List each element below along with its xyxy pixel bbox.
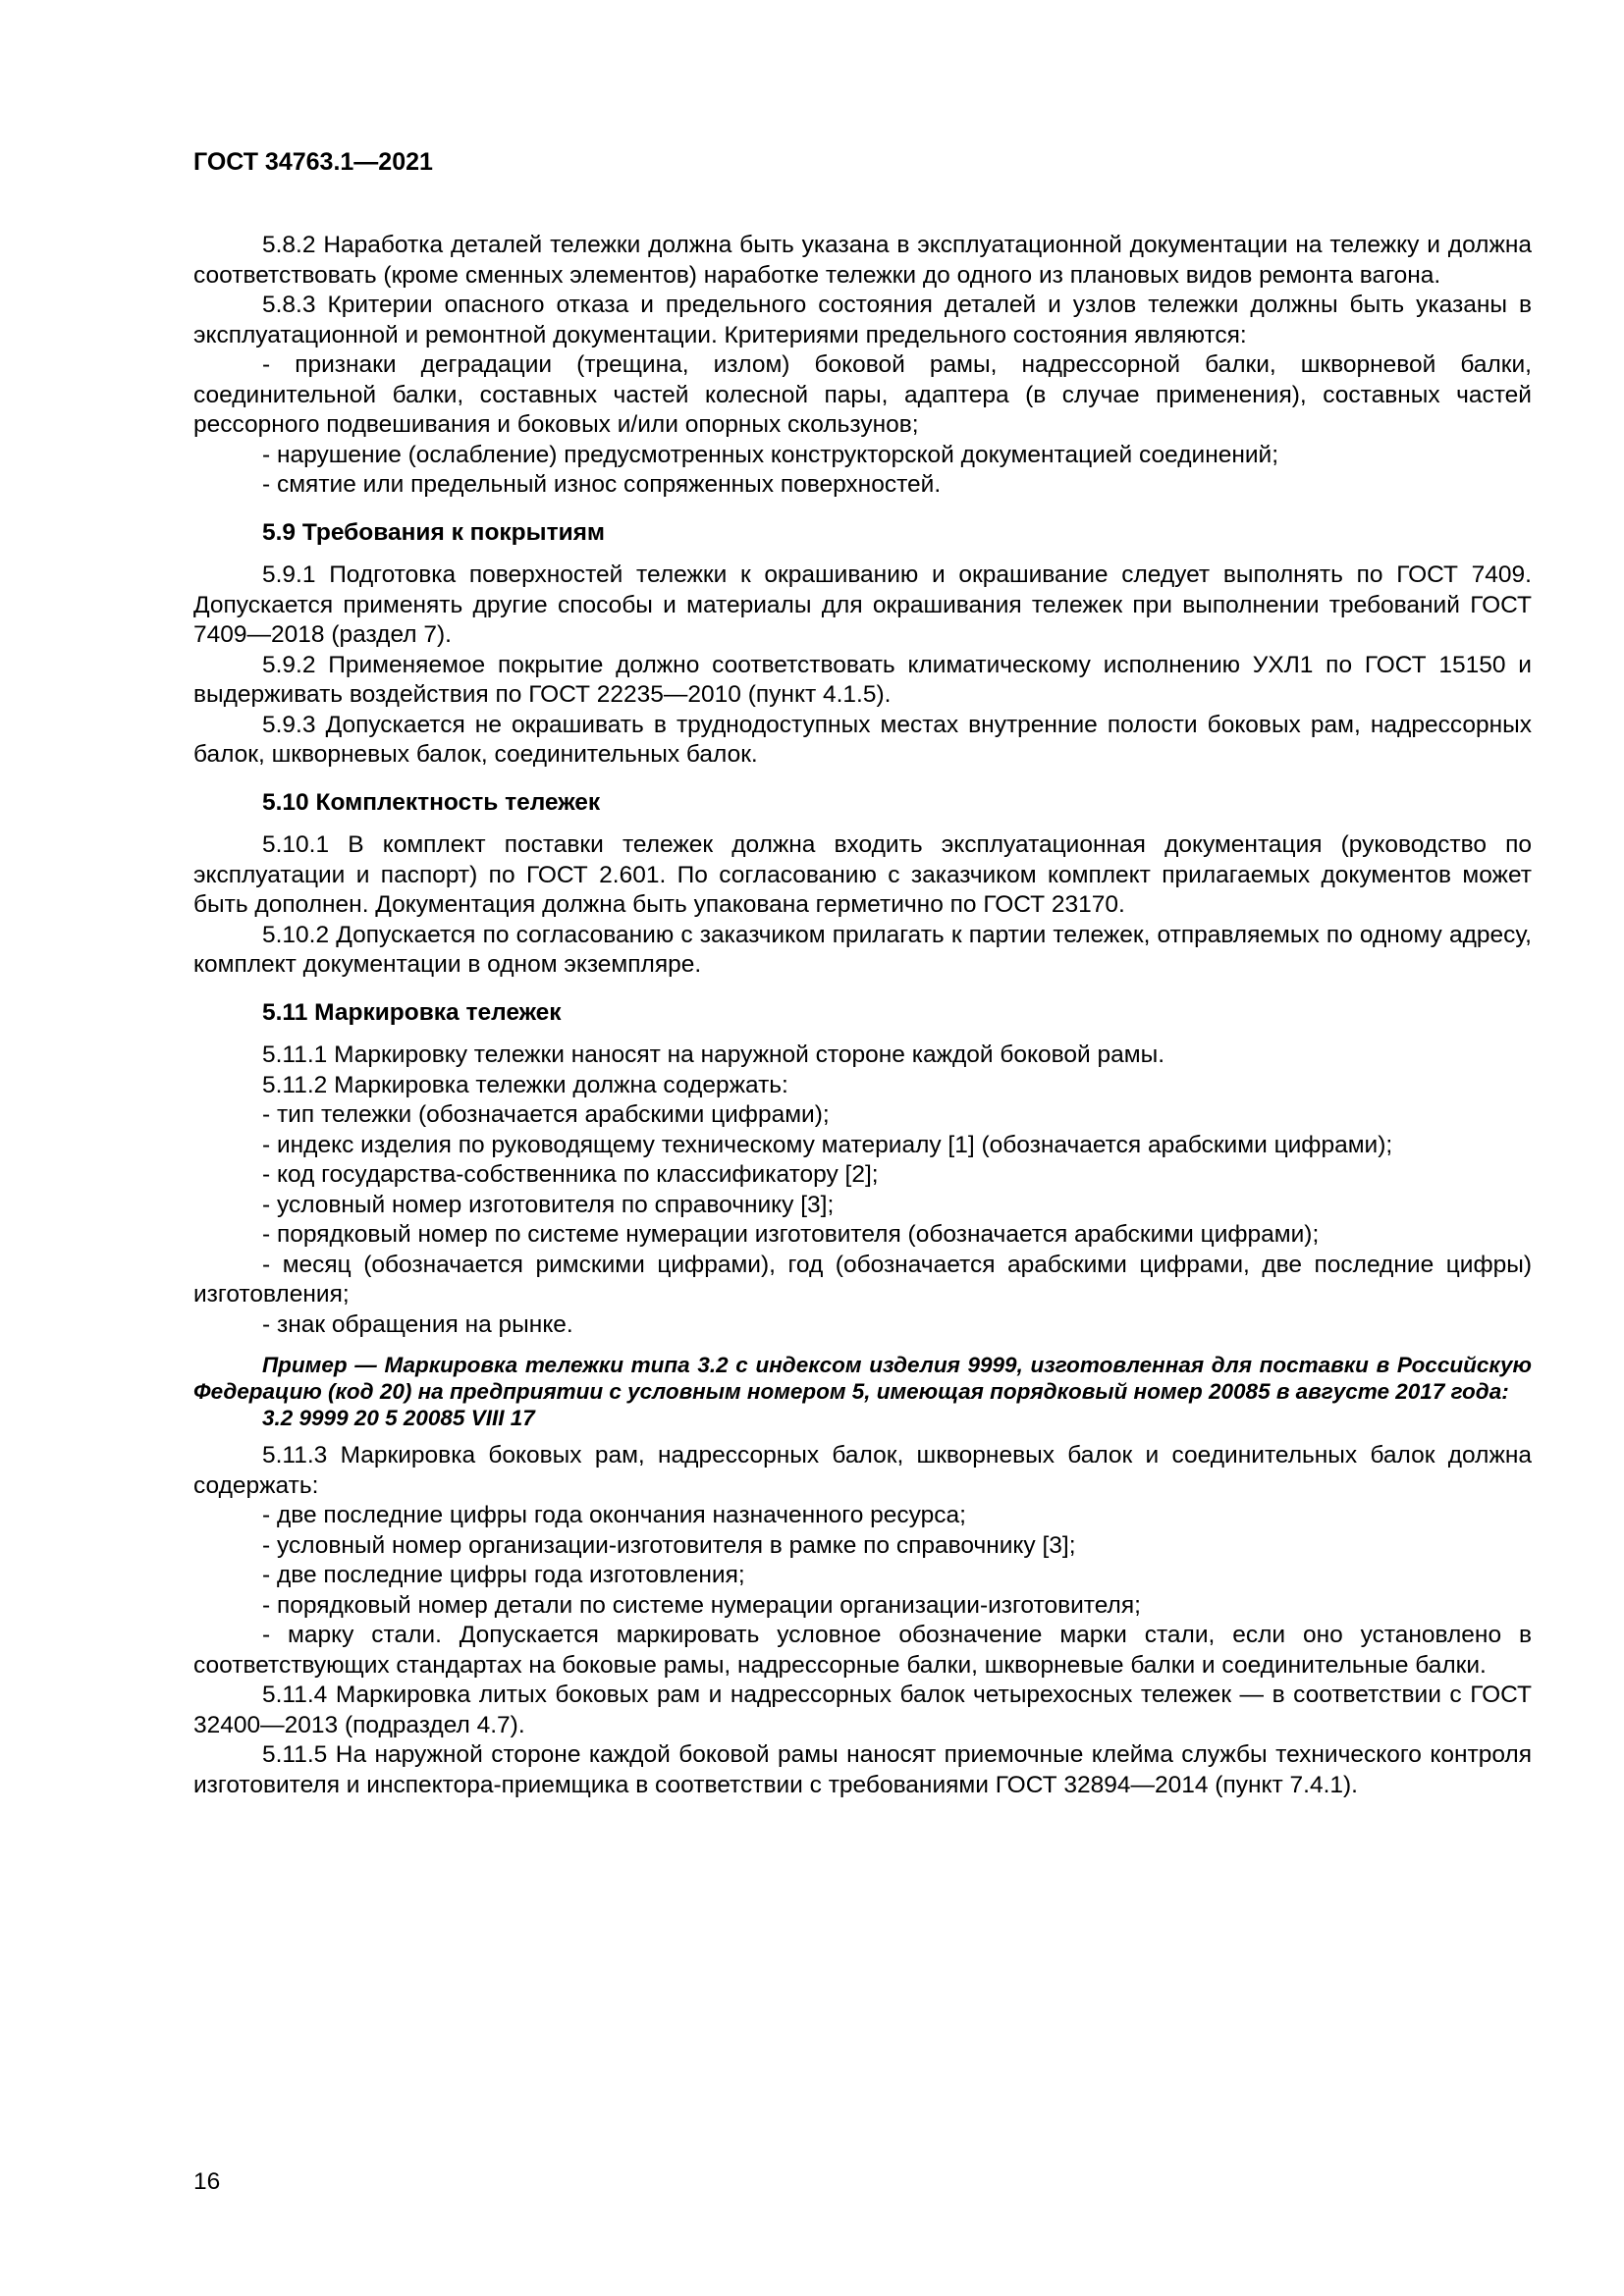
- paragraph: 5.9.3 Допускается не окрашивать в труднодоступных местах внутренние полости боковых рам, надрессорных балок, шкворневых балок, соединительных балок.: [193, 711, 1532, 768]
- example-text: Пример — Маркировка тележки типа 3.2 с индексом изделия 9999, изготовленная для поставки в Российскую Федерацию (код 20) на предприятии с условным номером 5, имеющая порядковый номер 20085 в августе 2017 года:: [193, 1353, 1532, 1404]
- paragraph: 5.8.3 Критерии опасного отказа и предельного состояния деталей и узлов тележки должны быть указаны в эксплуатационной и ремонтной документации. Критериями предельного состояния являются:: [193, 292, 1532, 348]
- paragraph: 5.11.2 Маркировка тележки должна содержать:: [262, 1071, 788, 1098]
- list-item: - индекс изделия по руководящему техническому материалу [1] (обозначается арабскими цифрами);: [262, 1131, 1393, 1158]
- paragraph: 5.11.5 На наружной стороне каждой боковой рамы наносят приемочные клейма службы технического контроля изготовителя и инспектора-приемщика в соответствии с требованиями ГОСТ 32894—2014 (пункт 7.4.1).: [193, 1741, 1532, 1798]
- example-block: [193, 1352, 1532, 1431]
- document-body: [193, 231, 1532, 1800]
- list-item: - код государства-собственника по классификатору [2];: [262, 1161, 879, 1188]
- list-item: - две последние цифры года окончания назначенного ресурса;: [262, 1502, 966, 1528]
- paragraph: 5.11.1 Маркировку тележки наносят на наружной стороне каждой боковой рамы.: [262, 1041, 1165, 1068]
- section-heading: 5.10 Комплектность тележек: [262, 788, 601, 816]
- paragraph: 5.10.1 В комплект поставки тележек должна входить эксплуатационная документация (руководство по эксплуатации и паспорт) по ГОСТ 2.601. По согласованию с заказчиком комплект прилагаемых документов может быть дополнен. Документация должна быть упакована герметично по ГОСТ 23170.: [193, 831, 1532, 918]
- list-item: - смятие или предельный износ сопряженных поверхностей.: [262, 471, 942, 498]
- example-code: 3.2 9999 20 5 20085 VIII 17: [262, 1406, 535, 1430]
- section-heading: 5.11 Маркировка тележек: [262, 998, 562, 1026]
- paragraph: 5.9.2 Применяемое покрытие должно соответствовать климатическому исполнению УХЛ1 по ГОСТ 15150 и выдерживать воздействия по ГОСТ 22235—2010 (пункт 4.1.5).: [193, 651, 1532, 708]
- paragraph: 5.11.4 Маркировка литых боковых рам и надрессорных балок четырехосных тележек — в соответствии с ГОСТ 32400—2013 (подраздел 4.7).: [193, 1682, 1532, 1738]
- list-item: - порядковый номер детали по системе нумерации организации-изготовителя;: [262, 1591, 1141, 1619]
- list-item: - порядковый номер по системе нумерации изготовителя (обозначается арабскими цифрами);: [262, 1221, 1320, 1248]
- list-item: - две последние цифры года изготовления;: [262, 1562, 745, 1588]
- list-item: - знак обращения на рынке.: [262, 1310, 573, 1338]
- section-heading: 5.9 Требования к покрытиям: [262, 518, 606, 546]
- list-item: - признаки деградации (трещина, излом) боковой рамы, надрессорной балки, шкворневой балки, соединительной балки, составных частей колесной пары, адаптера (в случае применения), составных частей рессорного подвешивания и боковых и/или опорных скользунов;: [193, 351, 1532, 438]
- page-number: 16: [193, 2168, 221, 2195]
- document-header: ГОСТ 34763.1—2021: [193, 148, 433, 176]
- list-item: - марку стали. Допускается маркировать условное обозначение марки стали, если оно установлено в соответствующих стандартах на боковые рамы, надрессорные балки, шкворневые балки и соединительные балки.: [193, 1622, 1532, 1679]
- list-item: - условный номер изготовителя по справочнику [3];: [262, 1191, 835, 1218]
- list-item: - нарушение (ослабление) предусмотренных конструкторской документацией соединений;: [262, 441, 1279, 468]
- list-item: - месяц (обозначается римскими цифрами), год (обозначается арабскими цифрами, две последние цифры) изготовления;: [193, 1251, 1532, 1308]
- document-page: [193, 147, 1532, 1800]
- paragraph: 5.11.3 Маркировка боковых рам, надрессорных балок, шкворневых балок и соединительных балок должна содержать:: [193, 1442, 1532, 1499]
- list-item: - условный номер организации-изготовителя в рамке по справочнику [3];: [262, 1531, 1076, 1559]
- paragraph: 5.10.2 Допускается по согласованию с заказчиком прилагать к партии тележек, отправляемых по одному адресу, комплект документации в одном экземпляре.: [193, 921, 1532, 978]
- paragraph: 5.9.1 Подготовка поверхностей тележки к окрашиванию и окрашивание следует выполнять по ГОСТ 7409. Допускается применять другие способы и материалы для окрашивания тележек при выполнении требований ГОСТ 7409—2018 (раздел 7).: [193, 561, 1532, 648]
- list-item: - тип тележки (обозначается арабскими цифрами);: [262, 1101, 830, 1128]
- paragraph: 5.8.2 Наработка деталей тележки должна быть указана в эксплуатационной документации на тележку и должна соответствовать (кроме сменных элементов) наработке тележки до одного из плановых видов ремонта вагона.: [193, 232, 1532, 289]
